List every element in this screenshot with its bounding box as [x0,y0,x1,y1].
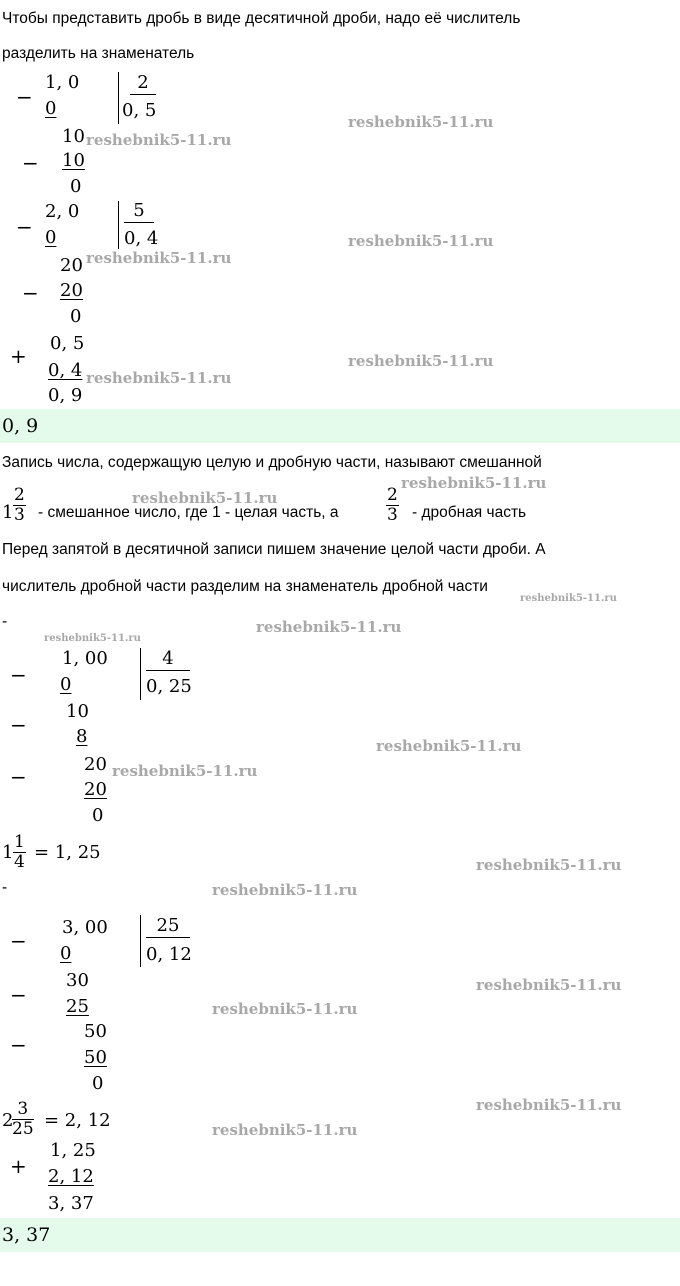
mixed-line-1: Запись числа, содержащую целую и дробную части, называют смешанной [2,454,542,471]
dash-marker: - [2,613,8,630]
answer-value: 0, 9 [2,415,39,437]
watermark: reshebnik5-11.ru [112,762,258,780]
minus-sign: − [22,281,39,305]
minus-sign: − [10,713,27,737]
remainder: 30 [66,970,89,991]
dividend: 1, 0 [45,72,80,93]
denominator: 4 [14,852,25,872]
watermark: reshebnik5-11.ru [212,1121,358,1139]
watermark: reshebnik5-11.ru [476,856,622,874]
remainder: 20 [60,255,83,276]
minus-sign: − [10,663,27,687]
subtrahend: 0 [45,227,57,248]
watermark: reshebnik5-11.ru [86,249,232,267]
equation-result: = 1, 25 [34,842,101,863]
division-bar [140,648,141,700]
minus-sign: − [16,215,33,239]
watermark: reshebnik5-11.ru [348,232,494,250]
watermark: reshebnik5-11.ru [86,369,232,387]
remainder: 0 [92,805,104,826]
minus-sign: − [10,983,27,1007]
watermark: reshebnik5-11.ru [212,881,358,899]
whole-part: 1 [2,502,14,523]
minus-sign: − [10,1033,27,1057]
mixed-text-a: - смешанное число, где 1 - целая часть, а [38,504,339,521]
numerator: 3 [12,1100,34,1120]
numerator: 2 [14,485,25,505]
intro-line-1: Чтобы представить дробь в виде десятичной дроби, надо её числитель [2,10,521,27]
remainder: 10 [62,126,85,147]
watermark: reshebnik5-11.ru [132,489,278,507]
remainder: 10 [66,701,89,722]
minus-sign: − [10,765,27,789]
fraction [13,833,26,872]
quotient: 0, 4 [124,228,159,249]
denominator: 25 [12,1119,34,1139]
fraction [13,486,26,525]
subtrahend: 0 [60,674,72,695]
watermark: reshebnik5-11.ru [476,976,622,994]
subtrahend: 20 [60,280,83,301]
subtrahend: 0 [45,98,57,119]
denominator: 3 [387,505,398,525]
divisor: 2 [130,72,156,95]
mixed-text-b: - дробная часть [412,504,527,521]
minus-sign: − [16,85,33,109]
answer-box-1 [0,409,680,443]
addend: 2, 12 [48,1166,94,1187]
sum: 0, 9 [48,385,83,406]
intro-line-2: разделить на знаменатель [2,45,195,62]
answer-box-2 [0,1218,680,1252]
whole-part: 2 [2,1110,14,1131]
watermark: reshebnik5-11.ru [348,113,494,131]
divisor: 5 [124,200,154,223]
division-bar [118,201,119,249]
watermark: reshebnik5-11.ru [86,131,232,149]
subtrahend: 0 [60,943,72,964]
denominator: 3 [14,505,25,525]
minus-sign: − [22,151,39,175]
minus-sign: − [10,929,27,953]
answer-value: 3, 37 [2,1224,51,1246]
subtrahend: 10 [62,150,85,171]
subtrahend: 50 [84,1047,107,1068]
addend: 0, 4 [48,360,83,381]
division-bar [118,72,119,124]
fraction [12,1100,34,1139]
divisor: 4 [146,648,190,671]
watermark: reshebnik5-11.ru [476,1096,622,1114]
subtrahend: 25 [66,996,89,1017]
whole-part: 1 [2,842,14,863]
remainder: 50 [84,1021,107,1042]
addend: 1, 25 [50,1140,96,1161]
dividend: 3, 00 [62,917,108,938]
quotient: 0, 25 [146,676,192,697]
dividend: 2, 0 [45,201,80,222]
fraction [386,486,399,525]
quotient: 0, 12 [146,944,192,965]
watermark: reshebnik5-11.ru [348,352,494,370]
quotient: 0, 5 [122,100,157,121]
watermark: reshebnik5-11.ru [256,618,402,636]
sum: 3, 37 [48,1193,94,1214]
remainder: 0 [92,1073,104,1094]
subtrahend: 8 [76,726,88,747]
plus-sign: + [10,1154,27,1178]
watermark: reshebnik5-11.ru [401,474,547,492]
remainder: 0 [70,306,82,327]
watermark: reshebnik5-11.ru [212,1000,358,1018]
dash-marker: - [2,879,8,896]
plus-sign: + [10,344,27,368]
watermark: reshebnik5-11.ru [376,737,522,755]
remainder: 20 [84,754,107,775]
numerator: 1 [14,832,25,852]
watermark: reshebnik5-11.ru [520,593,617,604]
dividend: 1, 00 [62,648,108,669]
addend: 0, 5 [50,333,85,354]
division-bar [140,915,141,967]
mixed-line-4: числитель дробной части разделим на знаменатель дробной части [2,578,488,595]
numerator: 2 [387,485,398,505]
equation-result: = 2, 12 [44,1110,111,1131]
divisor: 25 [146,915,190,938]
remainder: 0 [70,176,82,197]
watermark: reshebnik5-11.ru [44,633,141,644]
mixed-line-3: Перед запятой в десятичной записи пишем значение целой части дроби. А [2,541,546,558]
subtrahend: 20 [84,779,107,800]
